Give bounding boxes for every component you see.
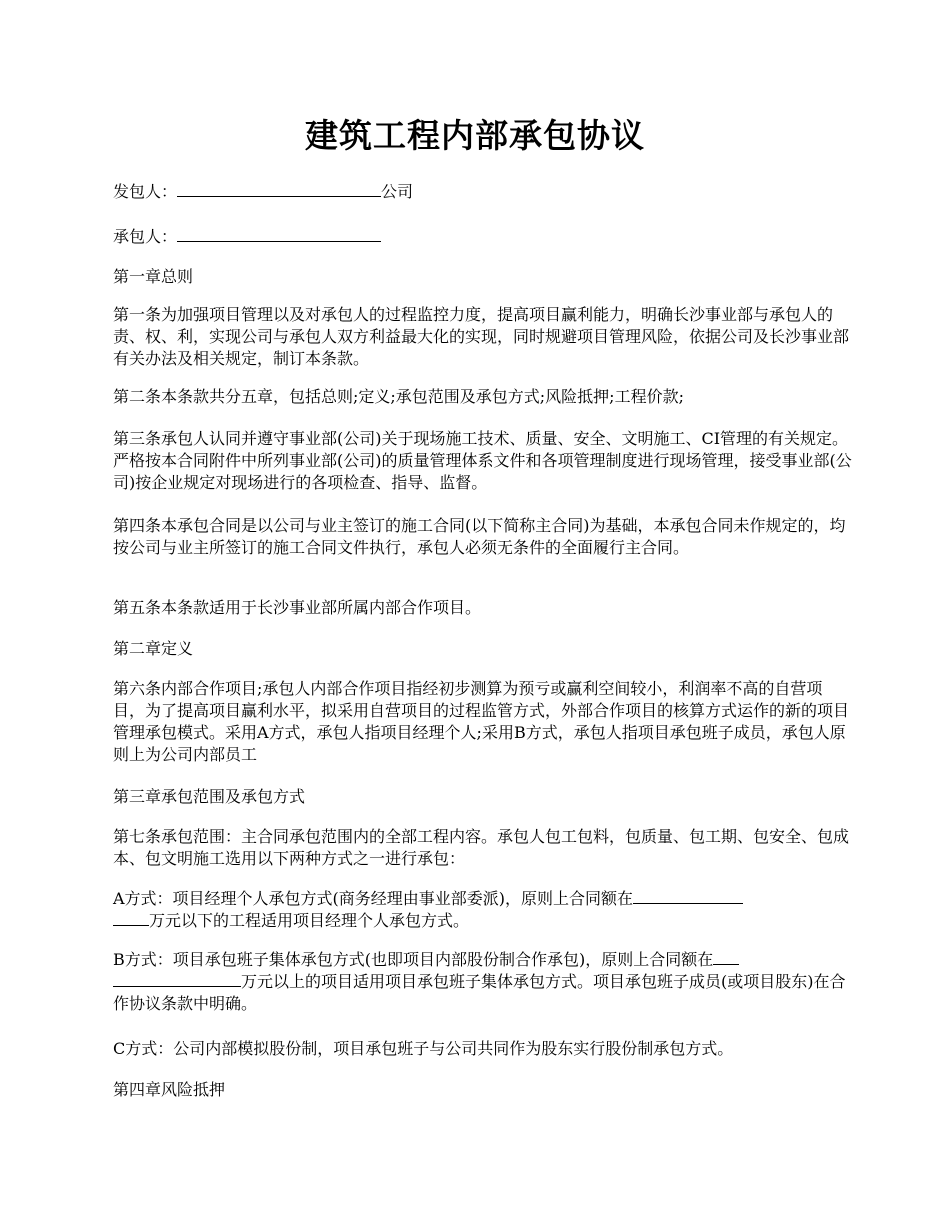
party-a-suffix: 公司 bbox=[381, 182, 414, 201]
mode-a-blank-1 bbox=[633, 888, 743, 904]
mode-a bbox=[113, 888, 853, 932]
article-7: 第七条承包范围：主合同承包范围内的全部工程内容。承包人包工包料，包质量、包工期、包安全、包成本、包文明施工选用以下两种方式之一进行承包： bbox=[113, 827, 850, 868]
party-b-blank bbox=[177, 226, 381, 242]
mode-b-blank-1 bbox=[713, 949, 739, 965]
article-1: 第一条为加强项目管理以及对承包人的过程监控力度，提高项目赢利能力，明确长沙事业部与承包人的责、权、利，实现公司与承包人双方利益最大化的实现，同时规避项目管理风险，依据公司及长沙事业部有关办法及相关规定，制订本条款。 bbox=[113, 305, 850, 368]
mode-b-blank-2 bbox=[113, 971, 241, 987]
article-6: 第六条内部合作项目;承包人内部合作项目指经初步测算为预亏或赢利空间较小，利润率不高的自营项目，为了提高项目赢利水平，拟采用自营项目的过程监管方式，外部合作项目的核算方式运作的新的项目管理承包模式。采用A方式，承包人指项目经理个人;采用B方式，承包人指项目承包班子成员，承包人原则上为公司内部员工 bbox=[113, 679, 850, 764]
chapter-2-heading: 第二章定义 bbox=[113, 639, 194, 658]
article-5: 第五条本条款适用于长沙事业部所属内部合作项目。 bbox=[113, 598, 482, 617]
article-2: 第二条本条款共分五章，包括总则;定义;承包范围及承包方式;风险抵押;工程价款; bbox=[113, 387, 684, 406]
chapter-3-heading: 第三章承包范围及承包方式 bbox=[113, 787, 306, 806]
party-a-line bbox=[113, 181, 853, 203]
mode-a-text-2: 万元以下的工程适用项目经理个人承包方式。 bbox=[149, 911, 470, 930]
mode-b-text-2: 万元以上的项目适用项目承包班子集体承包方式。项目承包班子成员(或项目股东)在合作协议条款中明确。 bbox=[113, 972, 846, 1013]
party-b-line bbox=[113, 226, 853, 248]
mode-c: C方式：公司内部模拟股份制，项目承包班子与公司共同作为股东实行股份制承包方式。 bbox=[113, 1039, 734, 1058]
party-a-blank bbox=[177, 181, 381, 197]
mode-a-text-1: A方式：项目经理个人承包方式(商务经理由事业部委派)，原则上合同额在 bbox=[113, 889, 634, 908]
mode-b-text-1: B方式：项目承包班子集体承包方式(也即项目内部股份制合作承包)，原则上合同额在 bbox=[113, 950, 714, 969]
party-b-label: 承包人： bbox=[113, 227, 178, 246]
mode-b bbox=[113, 949, 853, 1015]
document-title: 建筑工程内部承包协议 bbox=[305, 116, 645, 155]
article-4: 第四条本承包合同是以公司与业主签订的施工合同(以下简称主合同)为基础，本承包合同未作规定的，均按公司与业主所签订的施工合同文件执行，承包人必须无条件的全面履行主合同。 bbox=[113, 516, 846, 557]
chapter-1-heading: 第一章总则 bbox=[113, 267, 194, 286]
party-a-label: 发包人： bbox=[113, 182, 178, 201]
mode-a-blank-2 bbox=[113, 910, 149, 926]
article-3: 第三条承包人认同并遵守事业部(公司)关于现场施工技术、质量、安全、文明施工、CI管理的有关规定。严格按本合同附件中所列事业部(公司)的质量管理体系文件和各项管理制度进行现场管理，接受事业部(公司)按企业规定对现场进行的各项检查、指导、监督。 bbox=[113, 429, 852, 492]
chapter-4-heading: 第四章风险抵押 bbox=[113, 1080, 226, 1099]
